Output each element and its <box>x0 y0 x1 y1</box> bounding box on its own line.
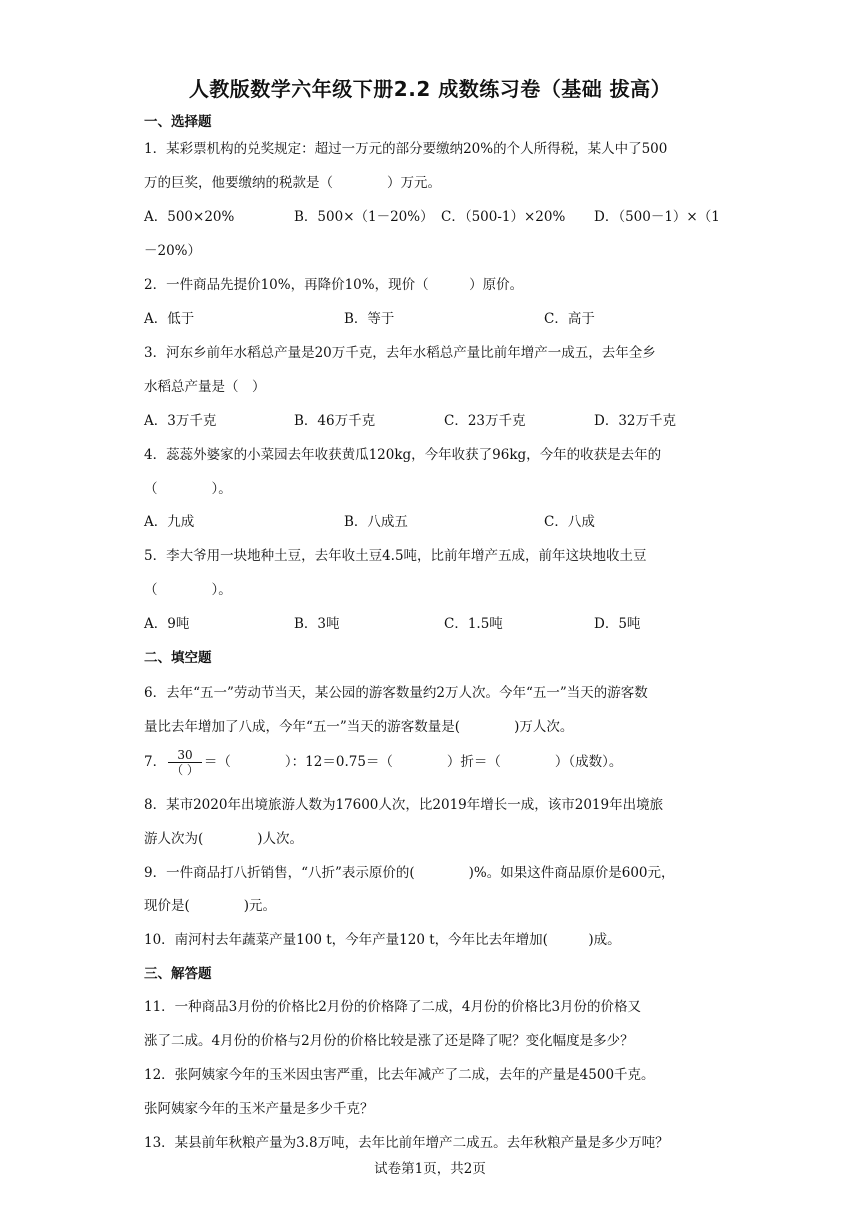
q11-line1: 11．一种商品3月份的价格比2月份的价格降了二成，4月份的价格比3月份的价格又 <box>144 999 642 1015</box>
q5-option-a: A．9吨 <box>144 616 190 632</box>
q8-line1: 8．某市2020年出境旅游人数为17600人次，比2019年增长一成，该市2019年出境旅 <box>144 797 664 813</box>
q3-line2: 水稻总产量是（ ） <box>144 379 266 395</box>
q3-option-b: B．46万千克 <box>294 413 376 429</box>
q8-line2: 游人次为( )人次。 <box>144 831 304 847</box>
q2-line1: 2．一件商品先提价10%，再降价10%，现价（ ）原价。 <box>144 277 524 293</box>
page-footer: 试卷第1页，共2页 <box>374 1161 486 1177</box>
q1-option-d-cont: －20%） <box>144 243 202 259</box>
q1-option-c: C．（500-1）×20% <box>441 209 566 225</box>
q4-option-a: A．九成 <box>144 514 195 530</box>
section-heading-solve: 三、解答题 <box>144 966 212 982</box>
q1-option-d: D．（500－1）×（1 <box>594 209 720 225</box>
q4-line1: 4．蕊蕊外婆家的小菜园去年收获黄瓜120kg，今年收获了96kg，今年的收获是去年的 <box>144 447 662 463</box>
q1-option-a: A．500×20% <box>144 209 235 225</box>
q1-options <box>144 207 724 227</box>
section-heading-choice: 一、选择题 <box>144 114 212 130</box>
q1-option-b: B．500×（1－20%） <box>294 209 434 225</box>
q3-option-a: A．3万千克 <box>144 413 217 429</box>
q4-options <box>144 512 724 532</box>
q5-option-c: C．1.5吨 <box>444 616 503 632</box>
q2-options <box>144 309 724 329</box>
q11-line2: 涨了二成。4月份的价格与2月份的价格比较是涨了还是降了呢？变化幅度是多少？ <box>144 1033 634 1049</box>
q9-line1: 9．一件商品打八折销售，“八折”表示原价的( )%。如果这件商品原价是600元， <box>144 865 675 881</box>
q4-option-b: B．八成五 <box>344 514 408 530</box>
section-heading-fill: 二、填空题 <box>144 650 212 666</box>
q1-line2: 万的巨奖，他要缴纳的税款是（ ）万元。 <box>144 175 441 191</box>
q3-option-d: D．32万千克 <box>594 413 677 429</box>
q7-fraction <box>168 748 202 777</box>
page-title: 人教版数学六年级下册2.2 成数练习卷（基础 拔高） <box>188 77 672 101</box>
q5-options <box>144 614 724 634</box>
q2-option-a: A．低于 <box>144 311 195 327</box>
q7-number: 7． <box>144 754 167 770</box>
q2-option-c: C．高于 <box>544 311 595 327</box>
q12-line1: 12．张阿姨家今年的玉米因虫害严重，比去年减产了二成，去年的产量是4500千克。 <box>144 1067 655 1083</box>
q7-numerator: 30 <box>168 748 202 763</box>
q1-line1: 1．某彩票机构的兑奖规定：超过一万元的部分要缴纳20%的个人所得税，某人中了500 <box>144 141 668 157</box>
q6-line1: 6．去年“五一”劳动节当天，某公园的游客数量约2万人次。今年“五一”当天的游客数 <box>144 685 648 701</box>
q3-line1: 3．河东乡前年水稻总产量是20万千克，去年水稻总产量比前年增产一成五，去年全乡 <box>144 345 656 361</box>
q10-line1: 10．南河村去年蔬菜产量100 t，今年产量120 t，今年比去年增加( )成。 <box>144 932 621 948</box>
q4-option-c: C．八成 <box>544 514 595 530</box>
q4-line2: （ ）。 <box>144 481 232 497</box>
q7-line <box>144 748 724 776</box>
q2-option-b: B．等于 <box>344 311 395 327</box>
q13-line1: 13．某县前年秋粮产量为3.8万吨，去年比前年增产二成五。去年秋粮产量是多少万吨？ <box>144 1135 669 1151</box>
q3-option-c: C．23万千克 <box>444 413 526 429</box>
q5-option-b: B．3吨 <box>294 616 340 632</box>
q5-line2: （ ）。 <box>144 582 232 598</box>
q5-line1: 5．李大爷用一块地种土豆，去年收土豆4.5吨，比前年增产五成，前年这块地收土豆 <box>144 548 647 564</box>
q12-line2: 张阿姨家今年的玉米产量是多少千克？ <box>144 1101 374 1117</box>
q7-rest: ＝（ ）：12＝0.75＝（ ）折＝（ ）（成数）。 <box>203 754 623 770</box>
q3-options <box>144 411 724 431</box>
q6-line2: 量比去年增加了八成，今年“五一”当天的游客数量是( )万人次。 <box>144 719 574 735</box>
q9-line2: 现价是( )元。 <box>144 898 277 914</box>
q5-option-d: D．5吨 <box>594 616 641 632</box>
q7-denominator: （ ） <box>171 763 199 777</box>
